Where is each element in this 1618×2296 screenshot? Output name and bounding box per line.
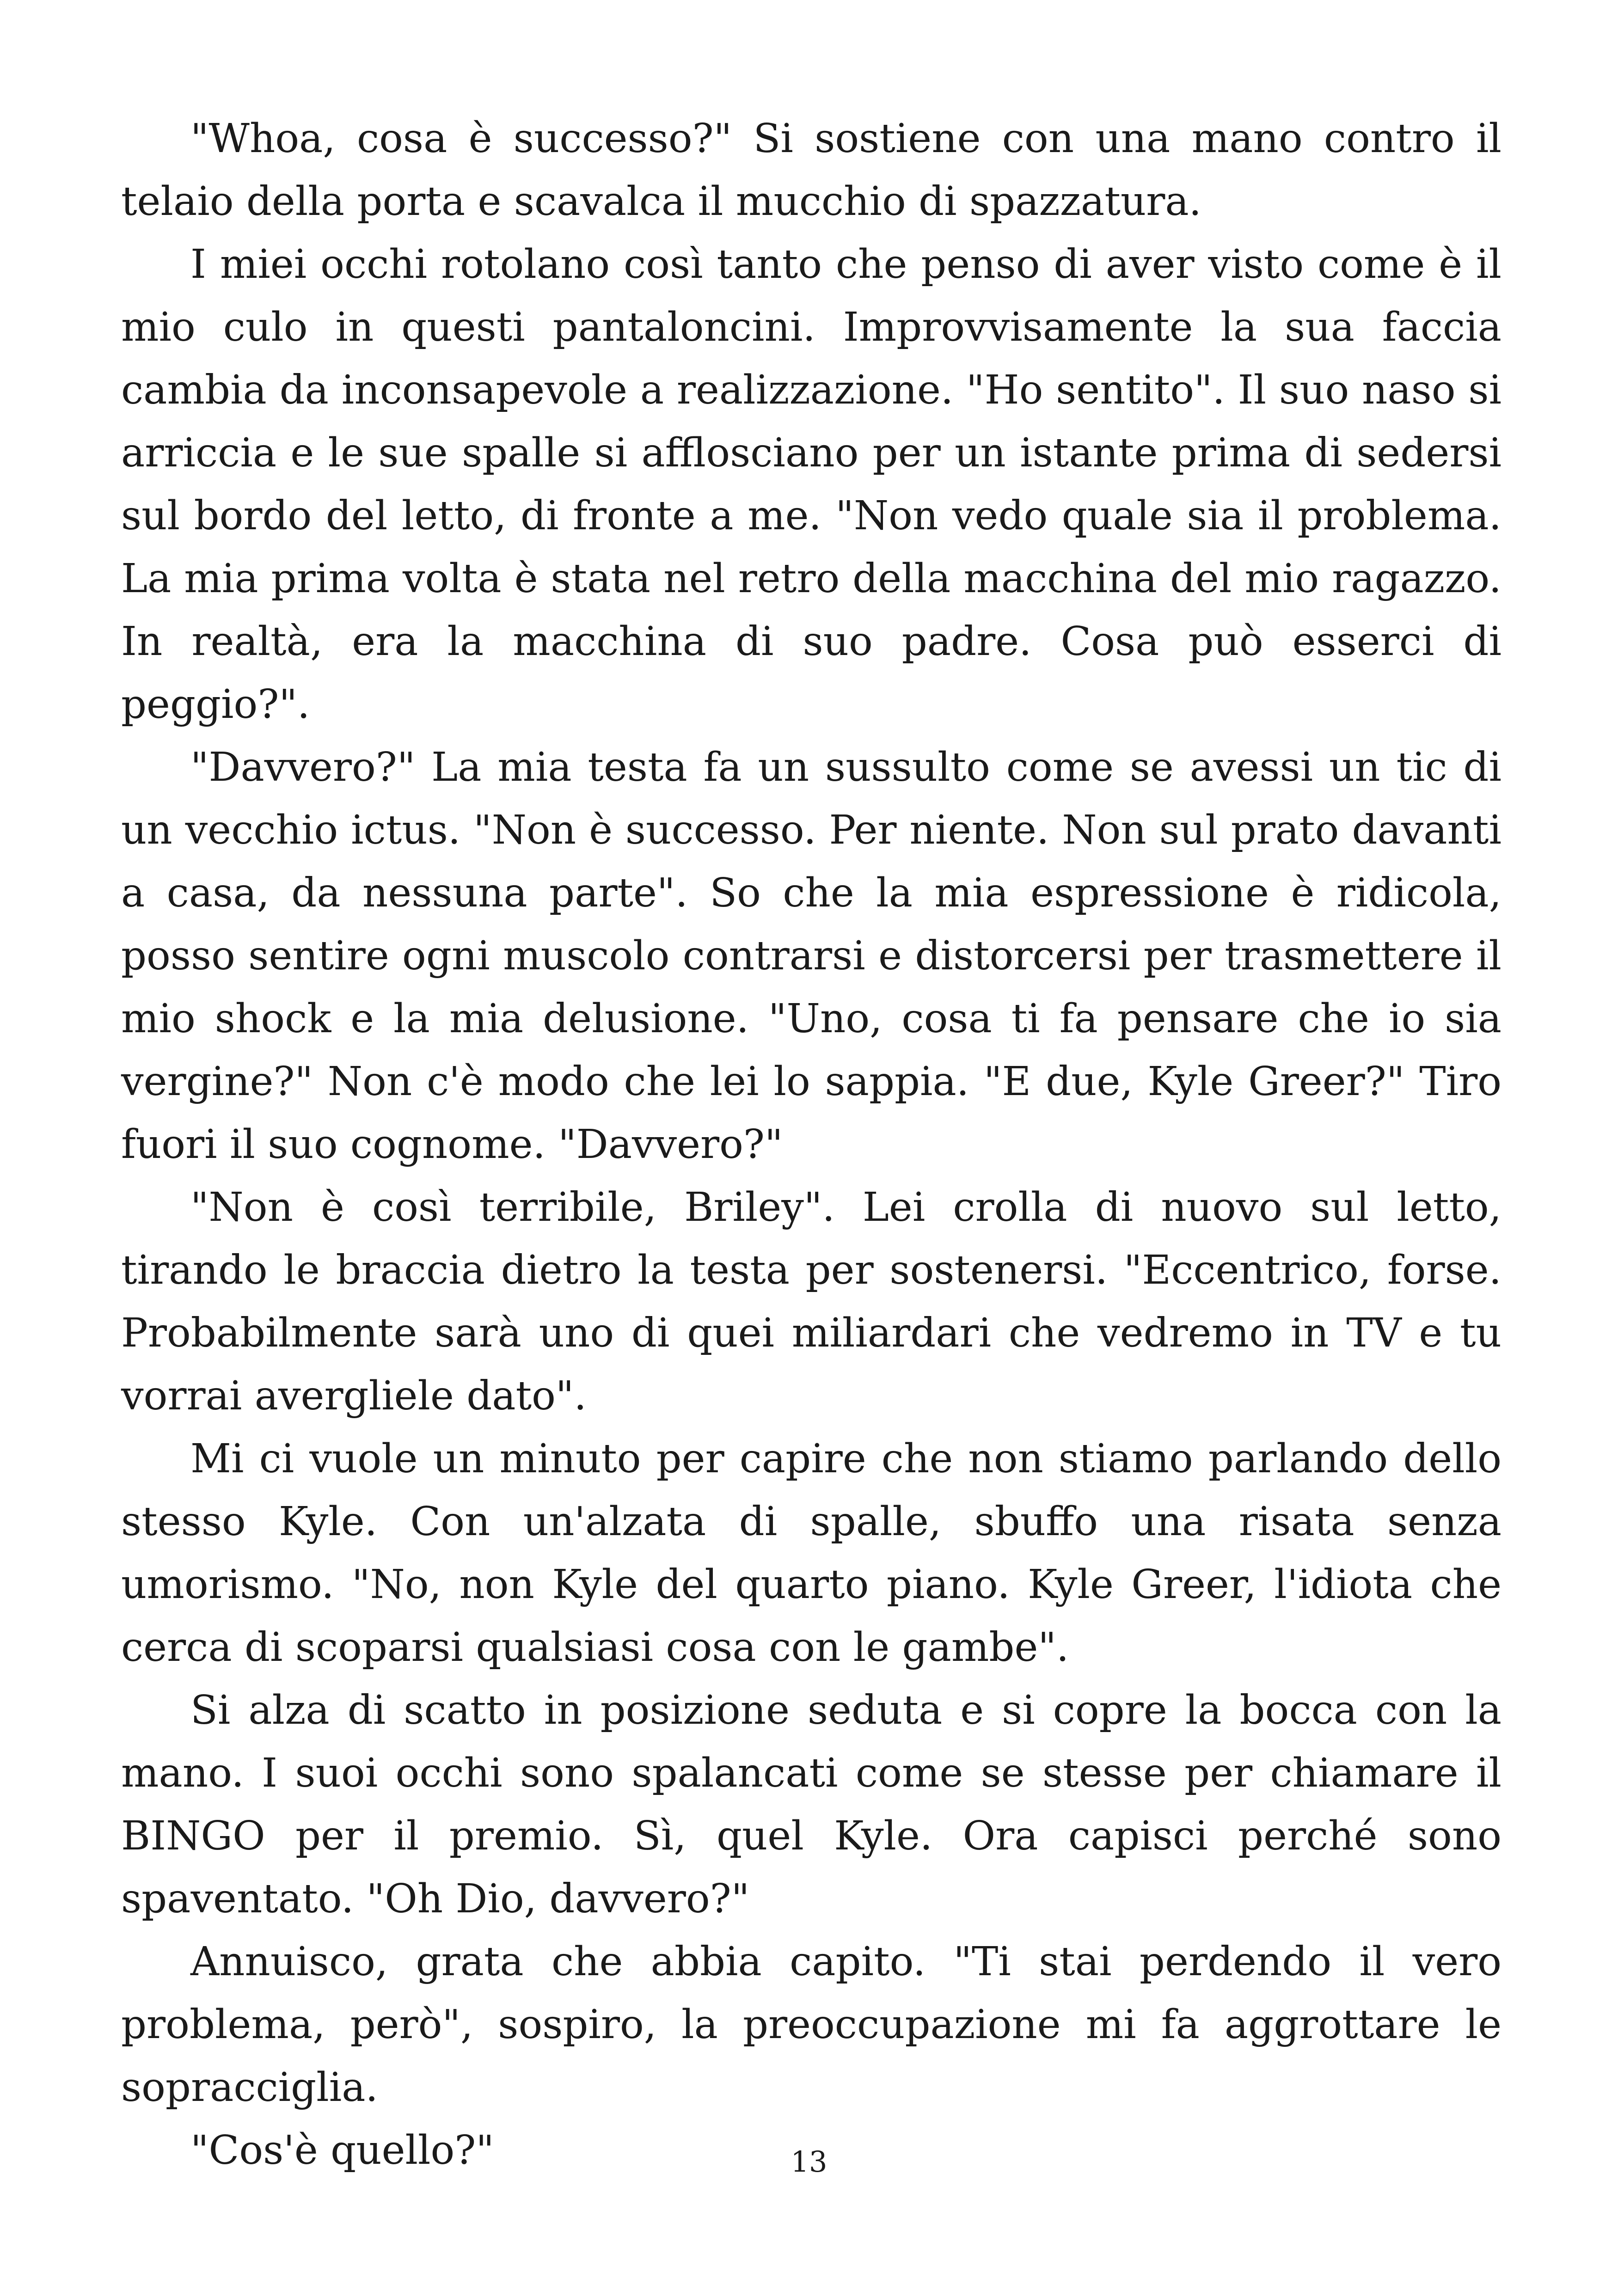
paragraph: I miei occhi rotolano così tanto che penso di aver visto come è il mio culo in questi pantaloncini. Improvvisamente la sua faccia cambia da inconsapevole a realizzazione. "Ho sentito". Il suo naso si arriccia e le sue spalle si afflosciano per un istante prima di sedersi sul bordo del letto, di fronte a me. "Non vedo quale sia il problema. La mia prima volta è stata nel retro della macchina del mio ragazzo. In realtà, era la macchina di suo padre. Cosa può esserci di peggio?". — [121, 241, 1502, 728]
paragraph: Annuisco, grata che abbia capito. "Ti stai perdendo il vero problema, però", sospiro, la preoccupazione mi fa aggrottare le sopracciglia. — [121, 1939, 1502, 2111]
paragraph: Mi ci vuole un minuto per capire che non stiamo parlando dello stesso Kyle. Con un'alzata di spalle, sbuffo una risata senza umorismo. "No, non Kyle del quarto piano. Kyle Greer, l'idiota che cerca di scoparsi qualsiasi cosa con le gambe". — [121, 1436, 1502, 1671]
page-number: 13 — [791, 2145, 827, 2179]
paragraph: "Davvero?" La mia testa fa un sussulto come se avessi un tic di un vecchio ictus. "Non è successo. Per niente. Non sul prato davanti a casa, da nessuna parte". So che la mia espressione è ridicola, posso sentire ogni muscolo contrarsi e distorcersi per trasmettere il mio shock e la mia delusione. "Uno, cosa ti fa pensare che io sia vergine?" Non c'è modo che lei lo sappia. "E due, Kyle Greer?" Tiro fuori il suo cognome. "Davvero?" — [121, 744, 1502, 1168]
body-text — [121, 107, 1502, 2182]
paragraph: "Whoa, cosa è successo?" Si sostiene con una mano contro il telaio della porta e scavalca il mucchio di spazzatura. — [121, 116, 1502, 225]
paragraph: "Non è così terribile, Briley". Lei crolla di nuovo sul letto, tirando le braccia dietro la testa per sostenersi. "Eccentrico, forse. Probabilmente sarà uno di quei miliardari che vedremo in TV e tu vorrai avergliele dato". — [121, 1184, 1502, 1419]
paragraph: Si alza di scatto in posizione seduta e si copre la bocca con la mano. I suoi occhi sono spalancati come se stesse per chiamare il BINGO per il premio. Sì, quel Kyle. Ora capisci perché sono spaventato. "Oh Dio, davvero?" — [121, 1687, 1502, 1922]
paragraph: "Cos'è quello?" — [190, 2127, 494, 2174]
